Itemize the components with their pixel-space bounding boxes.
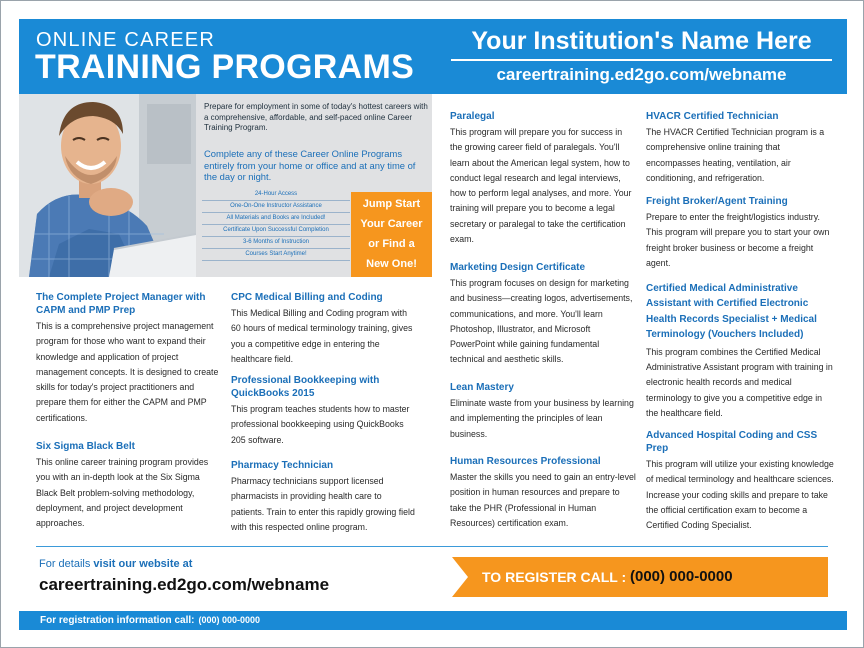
program-human-resources xyxy=(450,455,636,531)
program-medical-admin xyxy=(646,281,834,421)
header-kicker: ONLINE CAREER xyxy=(36,29,215,51)
program-title: Pharmacy Technician xyxy=(231,460,334,471)
program-cpc-billing xyxy=(231,291,416,367)
program-title: Marketing Design Certificate xyxy=(450,262,586,273)
jump-start-callout xyxy=(351,192,432,277)
feature-item: All Materials and Books are Included! xyxy=(202,213,350,225)
program-six-sigma xyxy=(36,440,222,531)
header-title: TRAINING PROGRAMS xyxy=(35,48,415,86)
promo-complete-text: Complete any of these Career Online Programs entirely from your home or office and at any time of the day or night. xyxy=(204,148,416,182)
promo-panel xyxy=(196,94,432,277)
footer-details xyxy=(39,558,192,570)
program-description: This Medical Billing and Coding program with 60 hours of medical terminology training, gives you a competitive edge in entering the healthcare field. xyxy=(231,308,413,364)
program-description: This program teaches students how to master professional bookkeeping using QuickBooks 205 software. xyxy=(231,404,410,445)
program-title: Professional Bookkeeping with QuickBooks 2015 xyxy=(231,375,380,399)
promo-intro-text: Prepare for employment in some of today's hottest careers with a comprehensive, affordable, and self-paced online Career Training Program. xyxy=(204,102,428,132)
header-url-link[interactable]: careertraining.ed2go.com/webname xyxy=(496,65,787,84)
program-bookkeeping xyxy=(231,374,416,448)
register-label: TO REGISTER CALL : xyxy=(482,569,627,585)
feature-item: 24-Hour Access xyxy=(202,188,350,201)
feature-item: One-On-One Instructor Assistance xyxy=(202,201,350,213)
footer-bar-phone: (000) 000-0000 xyxy=(198,615,261,625)
header-banner xyxy=(19,19,847,94)
program-title: Certified Medical Administrative Assistant with Certified Electronic Health Records Specialist + Medical Terminology (Vouchers Included) xyxy=(646,283,817,341)
jump-line: New One! xyxy=(366,258,417,270)
program-pharmacy-tech xyxy=(231,459,416,535)
program-paralegal xyxy=(450,110,636,247)
program-freight-broker xyxy=(646,195,834,271)
program-project-manager xyxy=(36,291,222,426)
program-description: Eliminate waste from your business by learning and implementing the principles of lean business. xyxy=(450,398,634,439)
feature-item: Certificate Upon Successful Completion xyxy=(202,225,350,237)
program-hvacr xyxy=(646,110,834,186)
jump-line: Your Career xyxy=(360,218,423,230)
footer-bar xyxy=(19,611,828,630)
program-description: This program combines the Certified Medical Administrative Assistant program with training in electronic health records and medical terminology to give you a competitive edge in the healthcare field. xyxy=(646,346,833,418)
student-illustration xyxy=(19,94,196,277)
program-title: CPC Medical Billing and Coding xyxy=(231,292,383,303)
program-description: This is a comprehensive project management program for those who want to expand their knowledge and application of project management concepts. It is designed to create skills for today's project practitioners and prepare them for either the CAPM and PMP certifications. xyxy=(36,321,219,423)
program-description: This online career training program provides you with an in-depth look at the Six Sigma Black Belt problem-solving methodology, deployment, and project development approaches. xyxy=(36,457,209,529)
program-title: Lean Mastery xyxy=(450,382,514,393)
feature-item: 3-6 Months of Instruction xyxy=(202,237,350,249)
program-title: Paralegal xyxy=(450,111,495,122)
program-description: This program will prepare you for success in the growing career field of paralegals. You'll learn about the American legal system, how to conduct legal research and legal interviews, how to perform legal analyses, and more. Your training will prepare you to become a legal secretary or paralegal to take the certification exam. xyxy=(450,127,632,245)
program-description: Master the skills you need to gain an entry-level position in human resources and prepare to take the PHR (Professional in Human Resources) certification exam. xyxy=(450,472,636,528)
program-lean-mastery xyxy=(450,381,636,442)
footer-bar-text xyxy=(40,615,260,626)
program-description: Pharmacy technicians support licensed pharmacists in providing health care to patients. Train to enter this rapidly growing field with this respected online program. xyxy=(231,476,415,532)
footer-bar-label: For registration information call: xyxy=(40,615,195,626)
program-title: Advanced Hospital Coding and CSS Prep xyxy=(646,430,818,454)
details-prefix: For details xyxy=(39,558,94,570)
footer-divider xyxy=(36,546,828,547)
student-photo xyxy=(19,94,196,277)
register-banner[interactable] xyxy=(452,557,828,597)
program-title: The Complete Project Manager with CAPM and PMP Prep xyxy=(36,292,206,316)
register-phone: (000) 000-0000 xyxy=(630,568,733,585)
program-title: Six Sigma Black Belt xyxy=(36,441,135,452)
program-title: Freight Broker/Agent Training xyxy=(646,196,788,207)
feature-list xyxy=(202,188,350,261)
details-link[interactable]: visit our website at xyxy=(93,558,193,570)
jump-line: Jump Start xyxy=(362,198,421,210)
program-title: HVACR Certified Technician xyxy=(646,111,779,122)
program-marketing-design xyxy=(450,261,636,368)
program-hospital-coding xyxy=(646,429,834,533)
program-title: Human Resources Professional xyxy=(450,456,601,467)
institution-name: Your Institution's Name Here xyxy=(471,27,812,55)
footer-bar-edge xyxy=(828,611,847,630)
feature-item: Courses Start Anytime! xyxy=(202,249,350,261)
footer-url-link[interactable]: careertraining.ed2go.com/webname xyxy=(39,575,330,594)
program-description: This program focuses on design for marketing and business—creating logos, advertisements, communications, and more. You'll learn Photoshop, Illustrator, and Microsoft PowerPoint while gaining fundamental technical and aesthetic skills. xyxy=(450,278,633,365)
program-description: The HVACR Certified Technician program is a comprehensive online training that encompasses heating, ventilation, air conditioning, and refrigeration. xyxy=(646,127,825,183)
header-divider xyxy=(451,59,832,61)
program-description: Prepare to enter the freight/logistics industry. This program will prepare you to start your own freight broker business or become a freight agent. xyxy=(646,212,830,268)
jump-line: or Find a xyxy=(368,238,415,250)
program-description: This program will utilize your existing knowledge of medical terminology and healthcare sciences. Increase your coding skills and prepare to take the official certification exam to become a Certified Coding Specialist. xyxy=(646,459,834,531)
